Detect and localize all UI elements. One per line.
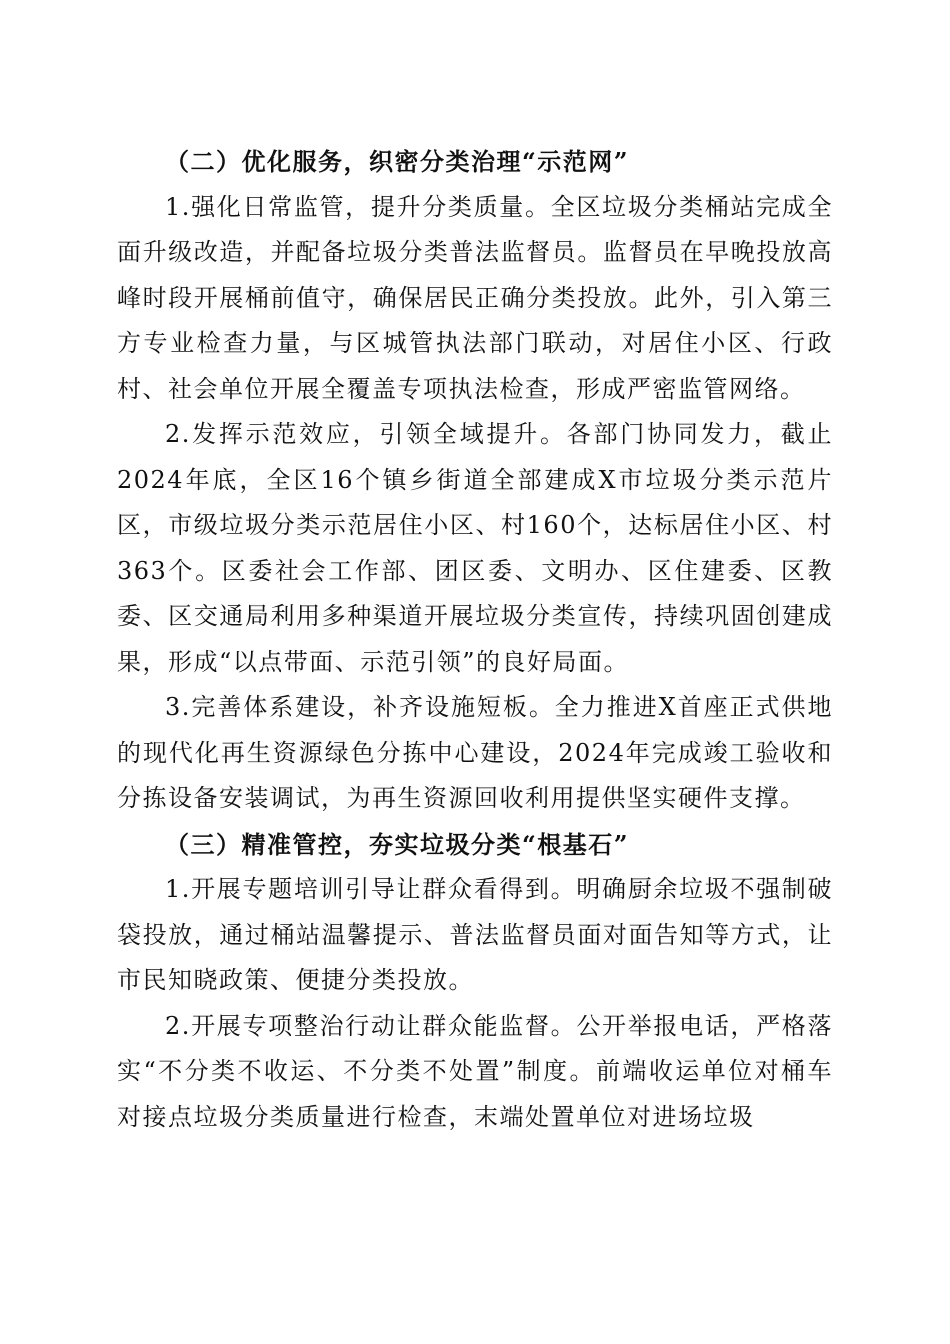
section-heading-3: （三）精准管控，夯实垃圾分类“根基石” (165, 829, 630, 859)
paragraph-2-3: 3.完善体系建设，补齐设施短板。全力推进X首座正式供地的现代化再生资源绿色分拣中心建设，2024年完成竣工验收和分拣设备安装调试，为再生资源回收利用提供坚实硬件支撑。 (117, 693, 833, 812)
paragraph-3-2: 2.开展专项整治行动让群众能监督。公开举报电话，严格落实“不分类不收运、不分类不处置”制度。前端收运单位对桶车对接点垃圾分类质量进行检查，末端处置单位对进场垃圾 (117, 1011, 833, 1131)
section-heading-2: （二）优化服务，织密分类治理“示范网” (165, 147, 630, 176)
paragraph-2-2: 2.发挥示范效应，引领全域提升。各部门协同发力，截止2024年底，全区16个镇乡街道全部建成X市垃圾分类示范片区，市级垃圾分类示范居住小区、村160个，达标居住小区、村363个。区委社会工作部、团区委、文明办、区住建委、区教委、区交通局利用多种渠道开展垃圾分类宣传，持续巩固创建成果，形成“以点带面、示范引领”的良好局面。 (117, 420, 833, 676)
paragraph-3-1: 1.开展专题培训引导让群众看得到。明确厨余垃圾不强制破袋投放，通过桶站温馨提示、普法监督员面对面告知等方式，让市民知晓政策、便捷分类投放。 (117, 875, 833, 994)
document-body (117, 139, 833, 1140)
paragraph-2-1: 1.强化日常监管，提升分类质量。全区垃圾分类桶站完成全面升级改造，并配备垃圾分类普法监督员。监督员在早晚投放高峰时段开展桶前值守，确保居民正确分类投放。此外，引入第三方专业检查力量，与区城管执法部门联动，对居住小区、行政村、社会单位开展全覆盖专项执法检查，形成严密监管网络。 (117, 192, 833, 403)
